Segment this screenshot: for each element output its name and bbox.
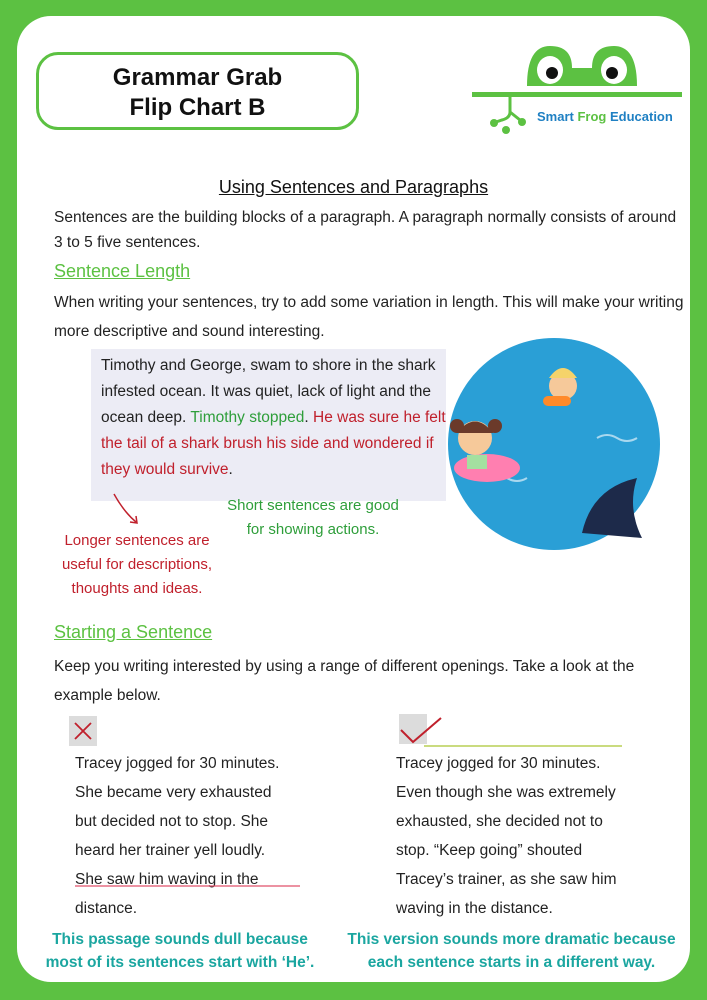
ocean-illustration-icon [427, 338, 677, 548]
note-short-sentences: Short sentences are good for showing actions. [227, 497, 399, 538]
dull-line: She saw him waving in the [75, 871, 259, 888]
dull-line: distance. [75, 900, 138, 917]
dramatic-passage [396, 749, 617, 923]
note-longer-sentences: Longer sentences are useful for descriptions, thoughts and ideas. [61, 532, 213, 597]
dramatic-line: Tracey’s trainer, as she saw him [396, 871, 617, 888]
title-box [36, 52, 359, 130]
red-underline [75, 884, 300, 888]
cross-mark-box [69, 716, 97, 746]
dull-passage [75, 749, 279, 923]
main-heading: Using Sentences and Paragraphs [218, 177, 489, 197]
arrow-icon [112, 492, 152, 532]
starting-sentence-paragraph: Keep you writing interested by using a range of different openings. Take a look at the example below. [54, 658, 635, 704]
dull-line: heard her trainer yell loudly. [75, 842, 266, 859]
caption-dull: This passage sounds dull because most of its sentences start with ‘He’. [45, 931, 315, 971]
dull-line: Tracey jogged for 30 minutes. [75, 755, 280, 772]
tick-icon [399, 716, 443, 746]
worksheet-page [17, 16, 690, 982]
dramatic-line: exhausted, she decided not to [396, 813, 603, 830]
title-line-2: Flip Chart B [129, 94, 266, 121]
logo-brand-text: Smart Frog Education [537, 109, 673, 124]
dull-line: She became very exhausted [75, 784, 272, 801]
dramatic-line: Even though she was extremely [396, 784, 616, 801]
dull-line: but decided not to stop. She [75, 813, 269, 830]
caption-dramatic: This version sounds more dramatic because each sentence starts in a different way. [347, 931, 676, 971]
example-passage: Timothy and George, swam to shore in the shark infested ocean. It was quiet, lack of light and the ocean deep. Timothy stopped. He was sure he felt the tail of a shark brush his side and wondered if they would survive. [101, 357, 446, 478]
intro-paragraph: Sentences are the building blocks of a paragraph. A paragraph normally consists of around 3 to 5 five sentences. [54, 209, 677, 251]
cross-icon [72, 720, 94, 742]
sentence-length-paragraph: When writing your sentences, try to add some variation in length. This will make your writing more descriptive and sound interesting. [54, 294, 684, 340]
dramatic-line: waving in the distance. [396, 900, 553, 917]
title-line-1: Grammar Grab [112, 64, 283, 91]
section-heading-sentence-length: Sentence Length [54, 261, 191, 281]
underline-divider [424, 744, 622, 748]
section-heading-starting-a-sentence: Starting a Sentence [54, 622, 213, 642]
dramatic-line: Tracey jogged for 30 minutes. [396, 755, 601, 772]
dramatic-line: stop. “Keep going” shouted [396, 842, 583, 859]
